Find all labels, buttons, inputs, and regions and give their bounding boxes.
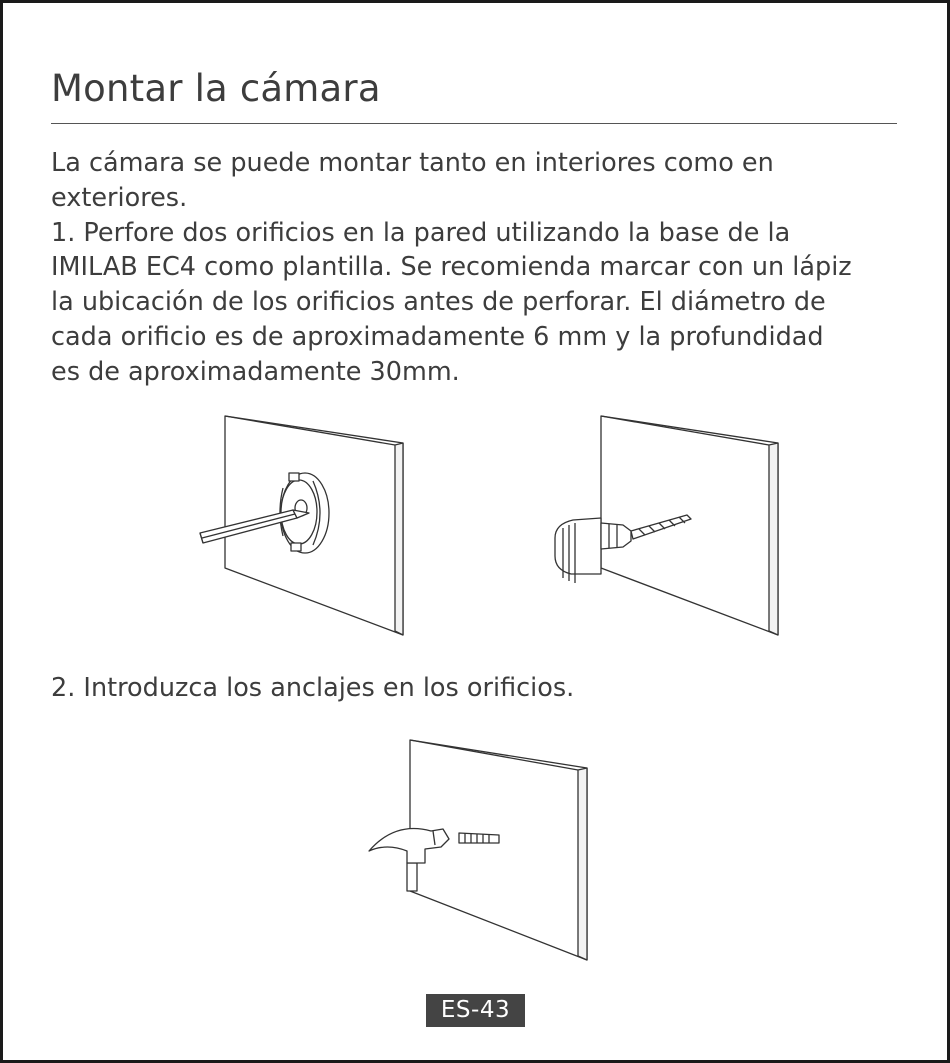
step-2-text: 2. Introduzca los anclajes en los orificios. xyxy=(51,673,575,703)
title-divider xyxy=(51,123,897,124)
intro-paragraph xyxy=(51,146,921,216)
page-number: ES-43 xyxy=(426,994,525,1027)
intro-line-2: exteriores. xyxy=(51,182,188,213)
intro-line-1: La cámara se puede montar tanto en interiores como en xyxy=(51,148,774,178)
page-title: Montar la cámara xyxy=(51,67,381,110)
step-1-line-2: IMILAB EC4 como plantilla. Se recomienda marcar con un lápiz xyxy=(51,252,852,283)
step-1-paragraph xyxy=(51,216,921,390)
marking-holes-illustration xyxy=(193,408,418,643)
step-1-line-1: 1. Perfore dos orificios en la pared utilizando la base de la xyxy=(51,217,791,248)
step-1-line-4: cada orificio es de aproximadamente 6 mm y la profundidad xyxy=(51,321,824,352)
instructions-text xyxy=(51,146,921,390)
step-1-line-5: es de aproximadamente 30mm. xyxy=(51,356,460,387)
anchors-illustration xyxy=(358,733,598,968)
drilling-illustration xyxy=(543,408,783,643)
step-1-line-3: la ubicación de los orificios antes de perforar. El diámetro de xyxy=(51,287,826,318)
